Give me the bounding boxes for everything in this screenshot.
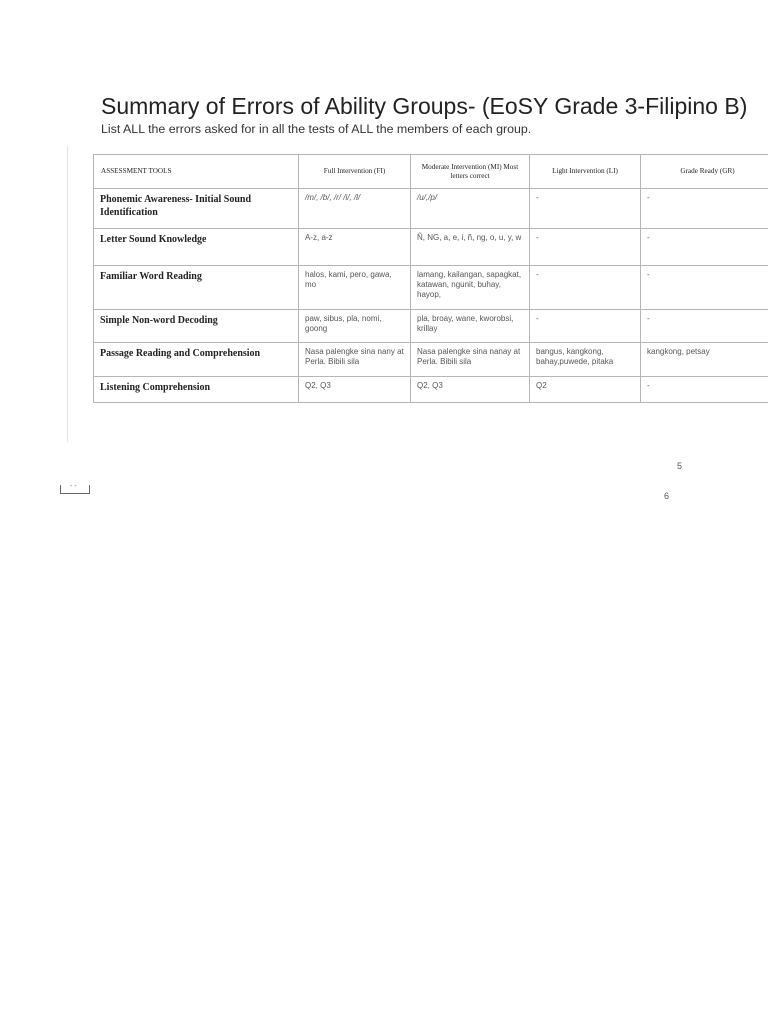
cell-mi: lamang, kailangan, sapagkat, katawan, ngunit, buhay, hayop, xyxy=(411,266,530,310)
cell-gr: - xyxy=(641,229,768,266)
cell-mi: pla, broay, wane, kworobsi, krillay xyxy=(411,310,530,343)
table-row xyxy=(94,266,768,310)
table-row xyxy=(94,229,768,266)
page-number: 5 xyxy=(677,461,683,471)
cell-li: Q2 xyxy=(530,377,641,403)
header-assessment-tools: ASSESSMENT TOOLS xyxy=(94,155,299,189)
left-margin-line xyxy=(67,146,68,442)
cell-fi: Nasa palengke sina nany at Perla. Bibili sila xyxy=(299,343,411,377)
row-tool-name: Listening Comprehension xyxy=(94,377,299,403)
cell-mi: /u/,/p/ xyxy=(411,189,530,229)
cell-mi: Ñ, NG, a, e, i, ñ, ng, o, u, y, w xyxy=(411,229,530,266)
header-full-intervention: Full Intervention (FI) xyxy=(299,155,411,189)
cell-li: bangus, kangkong, bahay,puwede, pitaka xyxy=(530,343,641,377)
header-light-intervention: Light Intervention (LI) xyxy=(530,155,641,189)
cell-li: - xyxy=(530,266,641,310)
cell-fi: A-z, a-z xyxy=(299,229,411,266)
page-number: 6 xyxy=(664,491,670,501)
row-tool-name: Letter Sound Knowledge xyxy=(94,229,299,266)
cell-li: - xyxy=(530,310,641,343)
cell-gr: - xyxy=(641,377,768,403)
cell-fi: halos, kami, pero, gawa, mo xyxy=(299,266,411,310)
cell-gr: - xyxy=(641,266,768,310)
cell-mi: Nasa palengke sina nanay at Perla. Bibili sila xyxy=(411,343,530,377)
cell-gr: - xyxy=(641,310,768,343)
document-subtitle: List ALL the errors asked for in all the tests of ALL the members of each group. xyxy=(101,122,532,136)
header-moderate-intervention: Moderate Intervention (MI) Most letters correct xyxy=(411,155,530,189)
document-title: Summary of Errors of Ability Groups- (EoSY Grade 3-Filipino B) xyxy=(101,93,748,119)
cell-fi: Q2, Q3 xyxy=(299,377,411,403)
row-tool-name: Passage Reading and Comprehension xyxy=(94,343,299,377)
table-row xyxy=(94,189,768,229)
corner-mark-text: - - xyxy=(70,483,77,490)
cell-fi: /m/, /b/, /r/ /i/, /l/ xyxy=(299,189,411,229)
header-grade-ready: Grade Ready (GR) xyxy=(641,155,768,189)
row-tool-name: Simple Non-word Decoding xyxy=(94,310,299,343)
corner-mark xyxy=(60,485,90,494)
errors-summary-table xyxy=(93,154,768,403)
cell-fi: paw, sibus, pla, nomi, goong xyxy=(299,310,411,343)
table-row xyxy=(94,310,768,343)
cell-gr: - xyxy=(641,189,768,229)
table-row xyxy=(94,377,768,403)
cell-li: - xyxy=(530,229,641,266)
table-row xyxy=(94,343,768,377)
table-header-row xyxy=(94,155,768,189)
cell-li: - xyxy=(530,189,641,229)
row-tool-name: Familiar Word Reading xyxy=(94,266,299,310)
row-tool-name: Phonemic Awareness- Initial Sound Identification xyxy=(94,189,299,229)
cell-gr: kangkong, petsay xyxy=(641,343,768,377)
cell-mi: Q2, Q3 xyxy=(411,377,530,403)
